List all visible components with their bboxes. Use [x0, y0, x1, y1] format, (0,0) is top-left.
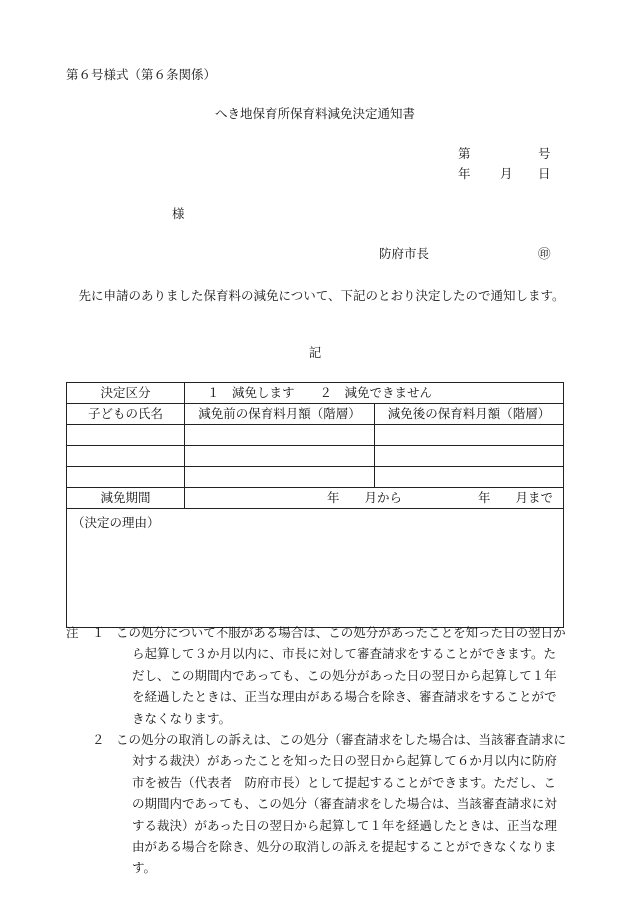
child-name-label: 子どもの氏名 [67, 404, 185, 425]
header-row [67, 404, 564, 425]
notes-section [66, 622, 566, 879]
issuer-name: 防府市長 [379, 246, 430, 261]
decision-options: １ 減免します ２ 減免できません [185, 383, 564, 404]
before-fee-cell[interactable] [185, 467, 375, 488]
after-fee-cell[interactable] [375, 467, 564, 488]
decision-row [67, 383, 564, 404]
period-from: 年 月から [326, 490, 402, 505]
note-number: ２ [92, 732, 105, 748]
note-text: この処分の取消しの訴えは、この処分（審査請求をした場合は、当該審査請求に対する裁決）があったことを知った日の翌日から起算して６か月以内に防府市を被告（代表者 防府市長）として提起することができます。ただし、この期間内であっても、この処分（審査請求をした場合は、当該審査請求に対する裁決）があった日の翌日から起算して１年を経過したときは、正当な理由がある場合を除き、処分の取消しの訴えを提起することができなくなります。 [116, 732, 567, 876]
period-to: 年 月まで [477, 490, 553, 505]
date-year-label: 年 [458, 166, 471, 181]
number-prefix: 第 [458, 146, 471, 161]
before-fee-cell[interactable] [185, 425, 375, 446]
form-label: 第６号様式（第６条関係） [66, 67, 217, 82]
reason-cell[interactable] [67, 509, 564, 628]
period-label: 減免期間 [67, 488, 185, 509]
note-item [66, 622, 566, 729]
child-name-cell[interactable] [67, 467, 185, 488]
notification-body: 先に申請のありました保育料の減免について、下記のとおり決定したので通知します。 [78, 288, 565, 303]
child-name-cell[interactable] [67, 425, 185, 446]
after-fee-cell[interactable] [375, 446, 564, 467]
note-number: １ [92, 625, 105, 640]
recipient-honorific: 様 [172, 206, 185, 221]
table-row [67, 446, 564, 467]
date-month-label: 月 [500, 166, 513, 181]
number-suffix: 号 [538, 146, 551, 161]
notes-mark: 注 [66, 625, 79, 640]
note-text: この処分について不服がある場合は、この処分があったことを知った日の翌日から起算して３か月以内に、市長に対して審査請求をすることができます。ただし、この期間内であっても、この処分があった日の翌日から起算して１年を経過したときは、正当な理由がある場合を除き、審査請求をすることができなくなります。 [116, 625, 566, 726]
reason-row [67, 509, 564, 628]
decision-label: 決定区分 [67, 383, 185, 404]
after-fee-label: 減免後の保育料月額（階層） [375, 404, 564, 425]
ki-heading: 記 [308, 345, 322, 360]
date-day-label: 日 [538, 166, 551, 181]
note-item [66, 729, 566, 879]
period-cell[interactable] [185, 488, 564, 509]
child-name-cell[interactable] [67, 446, 185, 467]
document-title: へき地保育所保育料減免決定通知書 [214, 106, 415, 121]
seal-mark: ㊞ [538, 246, 551, 261]
table-row [67, 467, 564, 488]
reason-label: （決定の理由） [72, 515, 160, 530]
before-fee-label: 減免前の保育料月額（階層） [185, 404, 375, 425]
period-row [67, 488, 564, 509]
table-row [67, 425, 564, 446]
after-fee-cell[interactable] [375, 425, 564, 446]
before-fee-cell[interactable] [185, 446, 375, 467]
decision-table [66, 382, 564, 628]
